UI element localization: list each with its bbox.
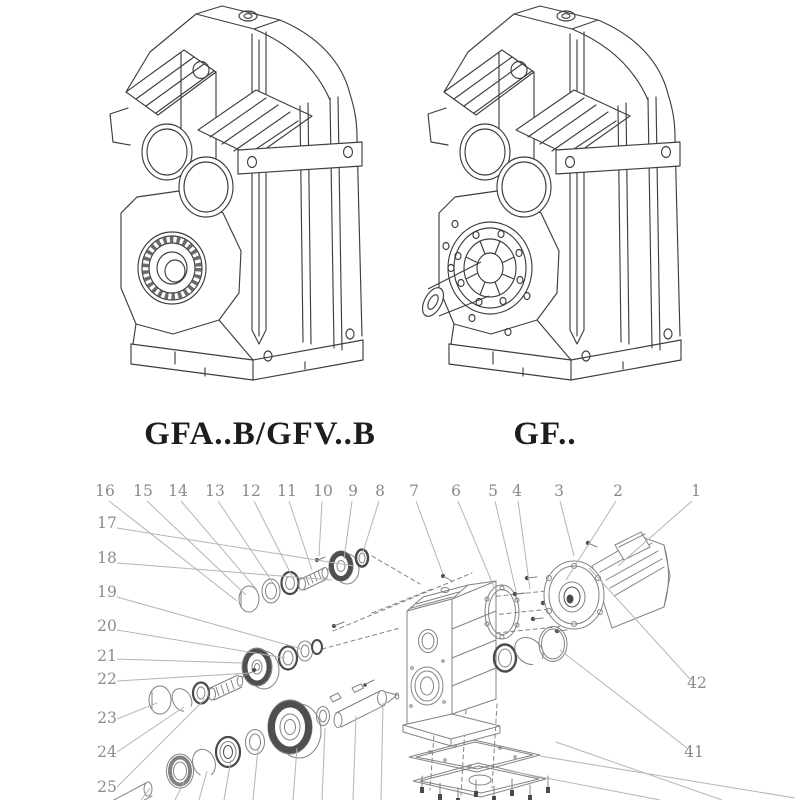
part-number-6: 6: [451, 482, 461, 500]
output-rings: [494, 627, 567, 672]
leader-line-10: [319, 501, 322, 556]
model-label-gf: GF..: [513, 416, 577, 452]
leader-line-16: [109, 501, 237, 601]
part-number-41: 41: [684, 743, 704, 761]
output-shaft-parts: [112, 680, 399, 800]
leader-line-13: [218, 501, 273, 583]
leader-line-7: [416, 501, 443, 574]
part-number-22: 22: [97, 670, 117, 688]
part-number-23: 23: [97, 709, 117, 727]
part-number-25: 25: [97, 778, 117, 796]
part-number-12: 12: [241, 482, 261, 500]
gearbox-drawing-gfab-gfvb: [110, 6, 363, 380]
leader-line-19: [117, 597, 302, 649]
leader-line-4: [518, 501, 530, 589]
leader-line-5: [495, 501, 516, 591]
part-number-18: 18: [97, 549, 117, 567]
part-number-24: 24: [97, 743, 117, 761]
leader-line-11: [289, 501, 312, 570]
part-number-19: 19: [97, 583, 117, 601]
part-number-11: 11: [277, 482, 297, 500]
part-number-5: 5: [488, 482, 498, 500]
leader-line-18: [117, 563, 332, 580]
input-shaft-parts: [239, 550, 368, 613]
cutoff-leader-line-7: [353, 716, 356, 800]
part-number-1: 1: [691, 482, 701, 500]
leader-line-17: [117, 528, 354, 566]
part-number-15: 15: [133, 482, 153, 500]
leader-line-23: [117, 703, 157, 719]
leader-line-15: [147, 501, 246, 595]
part-number-14: 14: [168, 482, 188, 500]
part-number-8: 8: [375, 482, 385, 500]
electric-motor: [544, 532, 670, 629]
leader-line-22: [117, 673, 250, 681]
leader-line-8: [363, 501, 379, 552]
part-number-21: 21: [97, 647, 117, 665]
cutoff-leader-line-8: [381, 703, 383, 800]
leader-line-41: [560, 650, 687, 748]
intermediate-shaft-parts: [242, 622, 344, 689]
cutoff-leader-line-2: [199, 771, 207, 800]
part-number-4: 4: [512, 482, 522, 500]
gearbox-drawing-gf: [418, 6, 681, 380]
leader-line-9: [344, 501, 352, 559]
part-number-13: 13: [205, 482, 225, 500]
part-number-10: 10: [313, 482, 333, 500]
leader-line-6: [458, 501, 494, 587]
leader-line-21: [117, 659, 242, 663]
part-number-16: 16: [95, 482, 115, 500]
part-number-42: 42: [687, 674, 707, 692]
part-number-3: 3: [554, 482, 564, 500]
output-pinion-parts: [149, 668, 256, 715]
cutoff-leader-line-5: [293, 748, 297, 800]
model-label-gfab-gfvb: GFA..B/GFV..B: [144, 416, 376, 452]
cutoff-leader-line-4: [253, 749, 258, 800]
gasket-and-cover: [409, 740, 550, 800]
part-number-17: 17: [97, 514, 117, 532]
exploded-parts-diagram: [112, 532, 670, 800]
cutoff-leader-line-6: [322, 728, 325, 800]
leader-line-20: [117, 630, 285, 658]
leader-line-14: [181, 501, 257, 590]
part-number-20: 20: [97, 617, 117, 635]
part-number-7: 7: [409, 482, 419, 500]
part-number-9: 9: [348, 482, 358, 500]
leader-line-3: [560, 501, 574, 556]
cutoff-leader-line-9: [540, 756, 795, 798]
leader-line-12: [254, 501, 292, 576]
part-number-2: 2: [613, 482, 623, 500]
